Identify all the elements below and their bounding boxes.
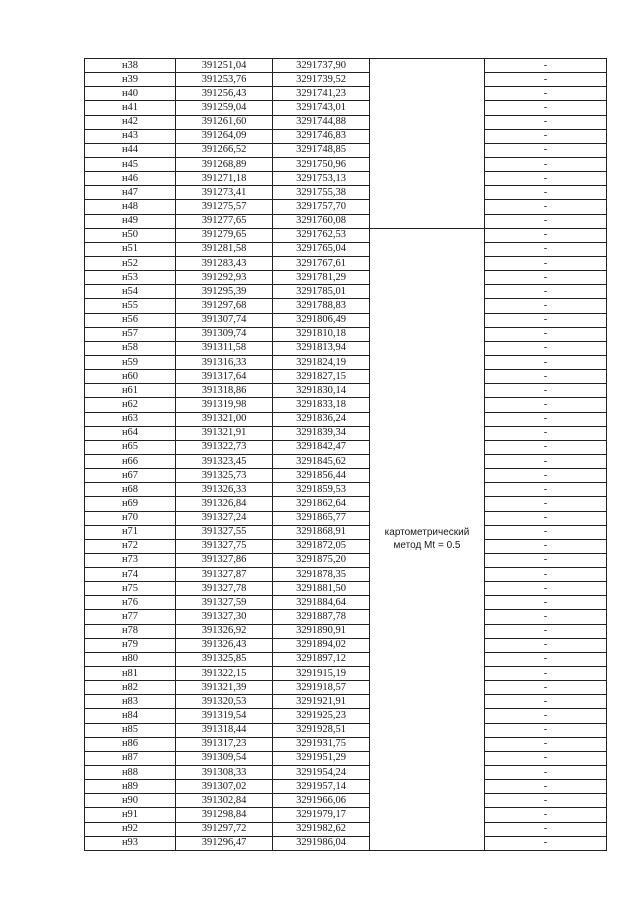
x-coordinate-cell: 391327,75 xyxy=(176,539,273,553)
point-id-cell: н64 xyxy=(85,426,176,440)
point-id-cell: н57 xyxy=(85,327,176,341)
accuracy-cell: - xyxy=(485,370,607,384)
point-id-cell: н45 xyxy=(85,157,176,171)
table-row xyxy=(85,384,607,398)
table-row xyxy=(85,87,607,101)
table-row xyxy=(85,539,607,553)
x-coordinate-cell: 391283,43 xyxy=(176,256,273,270)
accuracy-cell: - xyxy=(485,440,607,454)
accuracy-cell: - xyxy=(485,610,607,624)
accuracy-cell: - xyxy=(485,341,607,355)
table-row xyxy=(85,582,607,596)
accuracy-cell: - xyxy=(485,808,607,822)
y-coordinate-cell: 3291884,64 xyxy=(273,596,370,610)
y-coordinate-cell: 3291986,04 xyxy=(273,836,370,850)
point-id-cell: н81 xyxy=(85,667,176,681)
point-id-cell: н83 xyxy=(85,695,176,709)
table-row xyxy=(85,440,607,454)
point-id-cell: н63 xyxy=(85,412,176,426)
x-coordinate-cell: 391296,47 xyxy=(176,836,273,850)
x-coordinate-cell: 391327,24 xyxy=(176,511,273,525)
x-coordinate-cell: 391271,18 xyxy=(176,172,273,186)
y-coordinate-cell: 3291767,61 xyxy=(273,256,370,270)
x-coordinate-cell: 391319,98 xyxy=(176,398,273,412)
point-id-cell: н40 xyxy=(85,87,176,101)
accuracy-cell: - xyxy=(485,256,607,270)
y-coordinate-cell: 3291755,38 xyxy=(273,186,370,200)
table-row xyxy=(85,808,607,822)
table-row xyxy=(85,242,607,256)
x-coordinate-cell: 391297,72 xyxy=(176,822,273,836)
table-row xyxy=(85,483,607,497)
table-row xyxy=(85,836,607,850)
table-row xyxy=(85,327,607,341)
y-coordinate-cell: 3291868,91 xyxy=(273,525,370,539)
y-coordinate-cell: 3291859,53 xyxy=(273,483,370,497)
accuracy-cell: - xyxy=(485,652,607,666)
point-id-cell: н73 xyxy=(85,553,176,567)
point-id-cell: н44 xyxy=(85,143,176,157)
point-id-cell: н54 xyxy=(85,285,176,299)
accuracy-cell: - xyxy=(485,59,607,73)
table-row xyxy=(85,766,607,780)
table-row xyxy=(85,822,607,836)
x-coordinate-cell: 391308,33 xyxy=(176,766,273,780)
point-id-cell: н48 xyxy=(85,200,176,214)
table-row xyxy=(85,341,607,355)
x-coordinate-cell: 391264,09 xyxy=(176,129,273,143)
accuracy-cell: - xyxy=(485,723,607,737)
point-id-cell: н38 xyxy=(85,59,176,73)
point-id-cell: н62 xyxy=(85,398,176,412)
y-coordinate-cell: 3291842,47 xyxy=(273,440,370,454)
point-id-cell: н69 xyxy=(85,497,176,511)
table-row xyxy=(85,469,607,483)
y-coordinate-cell: 3291746,83 xyxy=(273,129,370,143)
table-row xyxy=(85,511,607,525)
accuracy-cell: - xyxy=(485,766,607,780)
y-coordinate-cell: 3291765,04 xyxy=(273,242,370,256)
x-coordinate-cell: 391292,93 xyxy=(176,271,273,285)
y-coordinate-cell: 3291862,64 xyxy=(273,497,370,511)
accuracy-cell: - xyxy=(485,172,607,186)
x-coordinate-cell: 391327,30 xyxy=(176,610,273,624)
accuracy-cell: - xyxy=(485,568,607,582)
accuracy-cell: - xyxy=(485,638,607,652)
x-coordinate-cell: 391259,04 xyxy=(176,101,273,115)
document-page xyxy=(84,58,601,851)
x-coordinate-cell: 391307,74 xyxy=(176,313,273,327)
y-coordinate-cell: 3291824,19 xyxy=(273,355,370,369)
table-row xyxy=(85,214,607,228)
table-row xyxy=(85,200,607,214)
table-row xyxy=(85,780,607,794)
table-row xyxy=(85,568,607,582)
accuracy-cell: - xyxy=(485,355,607,369)
table-row xyxy=(85,101,607,115)
table-row xyxy=(85,143,607,157)
table-row xyxy=(85,723,607,737)
y-coordinate-cell: 3291833,18 xyxy=(273,398,370,412)
accuracy-cell: - xyxy=(485,780,607,794)
y-coordinate-cell: 3291887,78 xyxy=(273,610,370,624)
point-id-cell: н70 xyxy=(85,511,176,525)
point-id-cell: н41 xyxy=(85,101,176,115)
point-id-cell: н84 xyxy=(85,709,176,723)
accuracy-cell: - xyxy=(485,143,607,157)
x-coordinate-cell: 391266,52 xyxy=(176,143,273,157)
x-coordinate-cell: 391281,58 xyxy=(176,242,273,256)
method-cell: картометрический метод Mt = 0.5 xyxy=(370,228,485,850)
point-id-cell: н50 xyxy=(85,228,176,242)
y-coordinate-cell: 3291750,96 xyxy=(273,157,370,171)
point-id-cell: н87 xyxy=(85,751,176,765)
point-id-cell: н60 xyxy=(85,370,176,384)
y-coordinate-cell: 3291788,83 xyxy=(273,299,370,313)
accuracy-cell: - xyxy=(485,596,607,610)
accuracy-cell: - xyxy=(485,313,607,327)
accuracy-cell: - xyxy=(485,285,607,299)
table-row xyxy=(85,186,607,200)
x-coordinate-cell: 391316,33 xyxy=(176,355,273,369)
y-coordinate-cell: 3291839,34 xyxy=(273,426,370,440)
x-coordinate-cell: 391307,02 xyxy=(176,780,273,794)
point-id-cell: н74 xyxy=(85,568,176,582)
point-id-cell: н65 xyxy=(85,440,176,454)
accuracy-cell: - xyxy=(485,525,607,539)
y-coordinate-cell: 3291954,24 xyxy=(273,766,370,780)
x-coordinate-cell: 391327,78 xyxy=(176,582,273,596)
point-id-cell: н76 xyxy=(85,596,176,610)
point-id-cell: н79 xyxy=(85,638,176,652)
accuracy-cell: - xyxy=(485,242,607,256)
x-coordinate-cell: 391311,58 xyxy=(176,341,273,355)
point-id-cell: н82 xyxy=(85,681,176,695)
accuracy-cell: - xyxy=(485,667,607,681)
accuracy-cell: - xyxy=(485,412,607,426)
accuracy-cell: - xyxy=(485,299,607,313)
accuracy-cell: - xyxy=(485,497,607,511)
x-coordinate-cell: 391268,89 xyxy=(176,157,273,171)
x-coordinate-cell: 391251,04 xyxy=(176,59,273,73)
point-id-cell: н56 xyxy=(85,313,176,327)
accuracy-cell: - xyxy=(485,737,607,751)
table-row xyxy=(85,115,607,129)
point-id-cell: н85 xyxy=(85,723,176,737)
accuracy-cell: - xyxy=(485,200,607,214)
y-coordinate-cell: 3291982,62 xyxy=(273,822,370,836)
x-coordinate-cell: 391277,65 xyxy=(176,214,273,228)
table-row xyxy=(85,412,607,426)
x-coordinate-cell: 391326,33 xyxy=(176,483,273,497)
point-id-cell: н72 xyxy=(85,539,176,553)
accuracy-cell: - xyxy=(485,709,607,723)
point-id-cell: н93 xyxy=(85,836,176,850)
x-coordinate-cell: 391326,84 xyxy=(176,497,273,511)
accuracy-cell: - xyxy=(485,384,607,398)
table-row xyxy=(85,751,607,765)
point-id-cell: н68 xyxy=(85,483,176,497)
table-row xyxy=(85,652,607,666)
table-row xyxy=(85,737,607,751)
table-row xyxy=(85,426,607,440)
x-coordinate-cell: 391302,84 xyxy=(176,794,273,808)
y-coordinate-cell: 3291737,90 xyxy=(273,59,370,73)
table-row xyxy=(85,271,607,285)
point-id-cell: н88 xyxy=(85,766,176,780)
point-id-cell: н89 xyxy=(85,780,176,794)
point-id-cell: н80 xyxy=(85,652,176,666)
y-coordinate-cell: 3291979,17 xyxy=(273,808,370,822)
y-coordinate-cell: 3291810,18 xyxy=(273,327,370,341)
point-id-cell: н91 xyxy=(85,808,176,822)
table-row xyxy=(85,794,607,808)
table-row xyxy=(85,638,607,652)
y-coordinate-cell: 3291785,01 xyxy=(273,285,370,299)
table-row xyxy=(85,129,607,143)
x-coordinate-cell: 391319,54 xyxy=(176,709,273,723)
table-row xyxy=(85,313,607,327)
accuracy-cell: - xyxy=(485,101,607,115)
point-id-cell: н71 xyxy=(85,525,176,539)
accuracy-cell: - xyxy=(485,681,607,695)
table-row xyxy=(85,553,607,567)
point-id-cell: н43 xyxy=(85,129,176,143)
x-coordinate-cell: 391321,00 xyxy=(176,412,273,426)
x-coordinate-cell: 391309,54 xyxy=(176,751,273,765)
x-coordinate-cell: 391320,53 xyxy=(176,695,273,709)
accuracy-cell: - xyxy=(485,398,607,412)
y-coordinate-cell: 3291757,70 xyxy=(273,200,370,214)
x-coordinate-cell: 391256,43 xyxy=(176,87,273,101)
x-coordinate-cell: 391275,57 xyxy=(176,200,273,214)
accuracy-cell: - xyxy=(485,73,607,87)
y-coordinate-cell: 3291748,85 xyxy=(273,143,370,157)
point-id-cell: н42 xyxy=(85,115,176,129)
x-coordinate-cell: 391253,76 xyxy=(176,73,273,87)
y-coordinate-cell: 3291806,49 xyxy=(273,313,370,327)
table-row xyxy=(85,525,607,539)
x-coordinate-cell: 391273,41 xyxy=(176,186,273,200)
table-row xyxy=(85,695,607,709)
x-coordinate-cell: 391295,39 xyxy=(176,285,273,299)
accuracy-cell: - xyxy=(485,539,607,553)
y-coordinate-cell: 3291827,15 xyxy=(273,370,370,384)
table-row xyxy=(85,172,607,186)
accuracy-cell: - xyxy=(485,271,607,285)
coordinates-table xyxy=(84,58,607,851)
x-coordinate-cell: 391321,39 xyxy=(176,681,273,695)
accuracy-cell: - xyxy=(485,836,607,850)
point-id-cell: н90 xyxy=(85,794,176,808)
y-coordinate-cell: 3291915,19 xyxy=(273,667,370,681)
x-coordinate-cell: 391318,86 xyxy=(176,384,273,398)
table-row xyxy=(85,596,607,610)
table-row xyxy=(85,398,607,412)
point-id-cell: н52 xyxy=(85,256,176,270)
y-coordinate-cell: 3291890,91 xyxy=(273,624,370,638)
point-id-cell: н39 xyxy=(85,73,176,87)
x-coordinate-cell: 391318,44 xyxy=(176,723,273,737)
x-coordinate-cell: 391322,15 xyxy=(176,667,273,681)
point-id-cell: н49 xyxy=(85,214,176,228)
accuracy-cell: - xyxy=(485,483,607,497)
accuracy-cell: - xyxy=(485,695,607,709)
coordinates-table-body xyxy=(85,59,607,851)
y-coordinate-cell: 3291925,23 xyxy=(273,709,370,723)
x-coordinate-cell: 391298,84 xyxy=(176,808,273,822)
y-coordinate-cell: 3291865,77 xyxy=(273,511,370,525)
accuracy-cell: - xyxy=(485,157,607,171)
accuracy-cell: - xyxy=(485,186,607,200)
x-coordinate-cell: 391279,65 xyxy=(176,228,273,242)
table-row xyxy=(85,59,607,73)
table-row xyxy=(85,667,607,681)
y-coordinate-cell: 3291957,14 xyxy=(273,780,370,794)
x-coordinate-cell: 391327,87 xyxy=(176,568,273,582)
table-row xyxy=(85,497,607,511)
accuracy-cell: - xyxy=(485,511,607,525)
y-coordinate-cell: 3291875,20 xyxy=(273,553,370,567)
x-coordinate-cell: 391326,43 xyxy=(176,638,273,652)
y-coordinate-cell: 3291872,05 xyxy=(273,539,370,553)
y-coordinate-cell: 3291781,29 xyxy=(273,271,370,285)
accuracy-cell: - xyxy=(485,624,607,638)
x-coordinate-cell: 391327,55 xyxy=(176,525,273,539)
y-coordinate-cell: 3291921,91 xyxy=(273,695,370,709)
accuracy-cell: - xyxy=(485,87,607,101)
table-row xyxy=(85,285,607,299)
x-coordinate-cell: 391321,91 xyxy=(176,426,273,440)
y-coordinate-cell: 3291836,24 xyxy=(273,412,370,426)
y-coordinate-cell: 3291928,51 xyxy=(273,723,370,737)
accuracy-cell: - xyxy=(485,214,607,228)
table-row xyxy=(85,624,607,638)
accuracy-cell: - xyxy=(485,454,607,468)
y-coordinate-cell: 3291739,52 xyxy=(273,73,370,87)
table-row xyxy=(85,370,607,384)
y-coordinate-cell: 3291744,88 xyxy=(273,115,370,129)
x-coordinate-cell: 391322,73 xyxy=(176,440,273,454)
y-coordinate-cell: 3291897,12 xyxy=(273,652,370,666)
accuracy-cell: - xyxy=(485,469,607,483)
x-coordinate-cell: 391317,23 xyxy=(176,737,273,751)
method-cell xyxy=(370,59,485,229)
point-id-cell: н75 xyxy=(85,582,176,596)
point-id-cell: н92 xyxy=(85,822,176,836)
x-coordinate-cell: 391261,60 xyxy=(176,115,273,129)
y-coordinate-cell: 3291881,50 xyxy=(273,582,370,596)
x-coordinate-cell: 391317,64 xyxy=(176,370,273,384)
accuracy-cell: - xyxy=(485,751,607,765)
y-coordinate-cell: 3291830,14 xyxy=(273,384,370,398)
x-coordinate-cell: 391323,45 xyxy=(176,454,273,468)
y-coordinate-cell: 3291966,06 xyxy=(273,794,370,808)
accuracy-cell: - xyxy=(485,327,607,341)
table-row xyxy=(85,681,607,695)
point-id-cell: н46 xyxy=(85,172,176,186)
point-id-cell: н77 xyxy=(85,610,176,624)
table-row xyxy=(85,299,607,313)
point-id-cell: н51 xyxy=(85,242,176,256)
table-row xyxy=(85,709,607,723)
point-id-cell: н53 xyxy=(85,271,176,285)
x-coordinate-cell: 391327,59 xyxy=(176,596,273,610)
table-row xyxy=(85,73,607,87)
point-id-cell: н66 xyxy=(85,454,176,468)
x-coordinate-cell: 391325,85 xyxy=(176,652,273,666)
accuracy-cell: - xyxy=(485,582,607,596)
y-coordinate-cell: 3291845,62 xyxy=(273,454,370,468)
x-coordinate-cell: 391309,74 xyxy=(176,327,273,341)
point-id-cell: н78 xyxy=(85,624,176,638)
point-id-cell: н59 xyxy=(85,355,176,369)
y-coordinate-cell: 3291743,01 xyxy=(273,101,370,115)
x-coordinate-cell: 391326,92 xyxy=(176,624,273,638)
point-id-cell: н47 xyxy=(85,186,176,200)
y-coordinate-cell: 3291951,29 xyxy=(273,751,370,765)
accuracy-cell: - xyxy=(485,115,607,129)
y-coordinate-cell: 3291918,57 xyxy=(273,681,370,695)
table-row xyxy=(85,355,607,369)
x-coordinate-cell: 391325,73 xyxy=(176,469,273,483)
table-row xyxy=(85,454,607,468)
accuracy-cell: - xyxy=(485,228,607,242)
x-coordinate-cell: 391297,68 xyxy=(176,299,273,313)
table-row xyxy=(85,256,607,270)
accuracy-cell: - xyxy=(485,822,607,836)
point-id-cell: н67 xyxy=(85,469,176,483)
y-coordinate-cell: 3291931,75 xyxy=(273,737,370,751)
y-coordinate-cell: 3291741,23 xyxy=(273,87,370,101)
y-coordinate-cell: 3291762,53 xyxy=(273,228,370,242)
y-coordinate-cell: 3291753,13 xyxy=(273,172,370,186)
table-row xyxy=(85,610,607,624)
table-row xyxy=(85,157,607,171)
point-id-cell: н86 xyxy=(85,737,176,751)
accuracy-cell: - xyxy=(485,129,607,143)
y-coordinate-cell: 3291856,44 xyxy=(273,469,370,483)
accuracy-cell: - xyxy=(485,794,607,808)
x-coordinate-cell: 391327,86 xyxy=(176,553,273,567)
point-id-cell: н58 xyxy=(85,341,176,355)
y-coordinate-cell: 3291894,02 xyxy=(273,638,370,652)
y-coordinate-cell: 3291878,35 xyxy=(273,568,370,582)
point-id-cell: н61 xyxy=(85,384,176,398)
y-coordinate-cell: 3291813,94 xyxy=(273,341,370,355)
y-coordinate-cell: 3291760,08 xyxy=(273,214,370,228)
accuracy-cell: - xyxy=(485,553,607,567)
table-row xyxy=(85,228,607,242)
point-id-cell: н55 xyxy=(85,299,176,313)
accuracy-cell: - xyxy=(485,426,607,440)
